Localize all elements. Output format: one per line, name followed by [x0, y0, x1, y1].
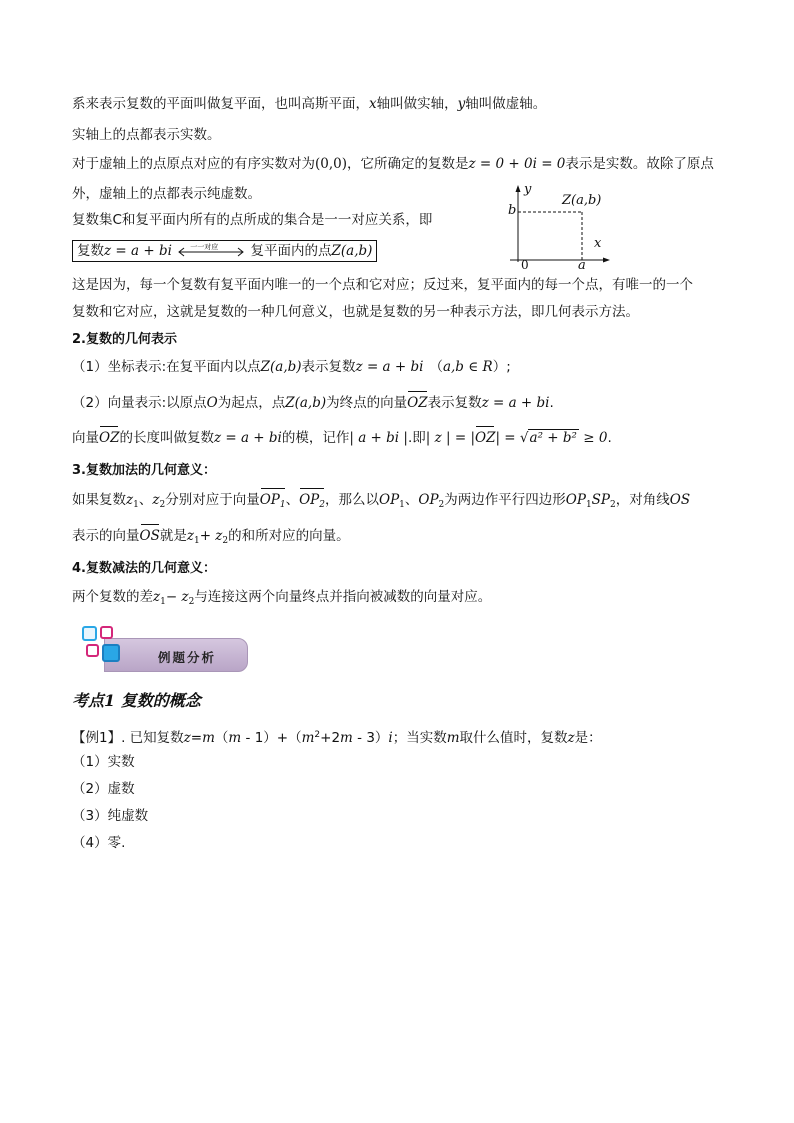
text-line: 系来表示复数的平面叫做复平面，也叫高斯平面，x轴叫做实轴，y轴叫做虚轴。	[72, 96, 547, 112]
question-item: （1）实数	[72, 754, 135, 770]
magenta-square-icon	[86, 644, 99, 657]
origin-label: 0	[521, 258, 529, 272]
question-item: （3）纯虚数	[72, 808, 149, 824]
example-analysis-banner	[76, 622, 248, 678]
question-item: （4）零.	[72, 835, 126, 851]
text-line: （2）向量表示:以原点O为起点，点Z(a,b)为终点的向量OZ表示复数z = a + bi.	[72, 395, 554, 411]
text-line: 复数和它对应，这就是复数的一种几何意义，也就是复数的另一种表示方法，即几何表示方法。	[72, 304, 639, 320]
a-label: a	[578, 258, 586, 273]
y-axis-label: y	[524, 182, 532, 197]
double-arrow: 一一对应	[176, 244, 246, 258]
x-axis-label: x	[594, 236, 602, 251]
heading-addition: 3.复数加法的几何意义：	[72, 463, 216, 478]
correspondence-box: 复数z = a + bi 一一对应 复平面内的点Z(a,b)	[72, 240, 377, 262]
point-label: Z(a,b)	[562, 193, 602, 208]
blue-square-icon	[102, 644, 120, 662]
heading-subtraction: 4.复数减法的几何意义：	[72, 561, 216, 576]
text-line: 外，虚轴上的点都表示纯虚数。	[72, 186, 261, 202]
text-line: 如果复数$z_1$、$z_2$分别对应于向量$OP_1$、$OP_2$，那么以$OP_1$、$OP_2$为两边作平行四边形$OP_1SP_2$，对角线OS	[72, 490, 690, 515]
section-title: 考点1 复数的概念	[72, 691, 201, 710]
text-line: 表示的向量OS就是$z_1+ z_2$的和所对应的向量。	[72, 528, 350, 546]
question-item: （2）虚数	[72, 781, 135, 797]
text-line: （1）坐标表示:在复平面内以点Z(a,b)表示复数z = a + bi （a,b ∈ R）;	[72, 359, 511, 375]
text-line: 对于虚轴上的点原点对应的有序实数对为(0,0)，它所确定的复数是z = 0 + 0i = 0表示是实数。故除了原点	[72, 156, 714, 172]
text-line: 向量OZ的长度叫做复数z = a + bi的模，记作| a + bi |.即| z | = |OZ| = √a² + b² ≥ 0.	[72, 430, 612, 446]
magenta-square-icon	[100, 626, 113, 639]
blue-square-icon	[82, 626, 97, 641]
text-line: 两个复数的差$z_1- z_2$与连接这两个向量终点并指向被减数的向量对应。	[72, 589, 492, 607]
example-question: 【例1】. 已知复数$z=m(m - 1)+(m^2+2m - 3)i$；当实数m取什么值时，复数z是：	[72, 730, 602, 746]
complex-plane-diagram	[500, 182, 615, 278]
heading-geometric-representation: 2.复数的几何表示	[72, 332, 177, 347]
text-line: 实轴上的点都表示实数。	[72, 127, 221, 143]
text-line: 这是因为，每一个复数有复平面内唯一的一个点和它对应；反过来，复平面内的每一个点，有唯一的一个	[72, 277, 693, 293]
text-line: 复数集C和复平面内所有的点所成的集合是一一对应关系，即	[72, 212, 433, 228]
banner-title: 例题分析	[158, 650, 217, 665]
b-label: b	[508, 203, 517, 218]
